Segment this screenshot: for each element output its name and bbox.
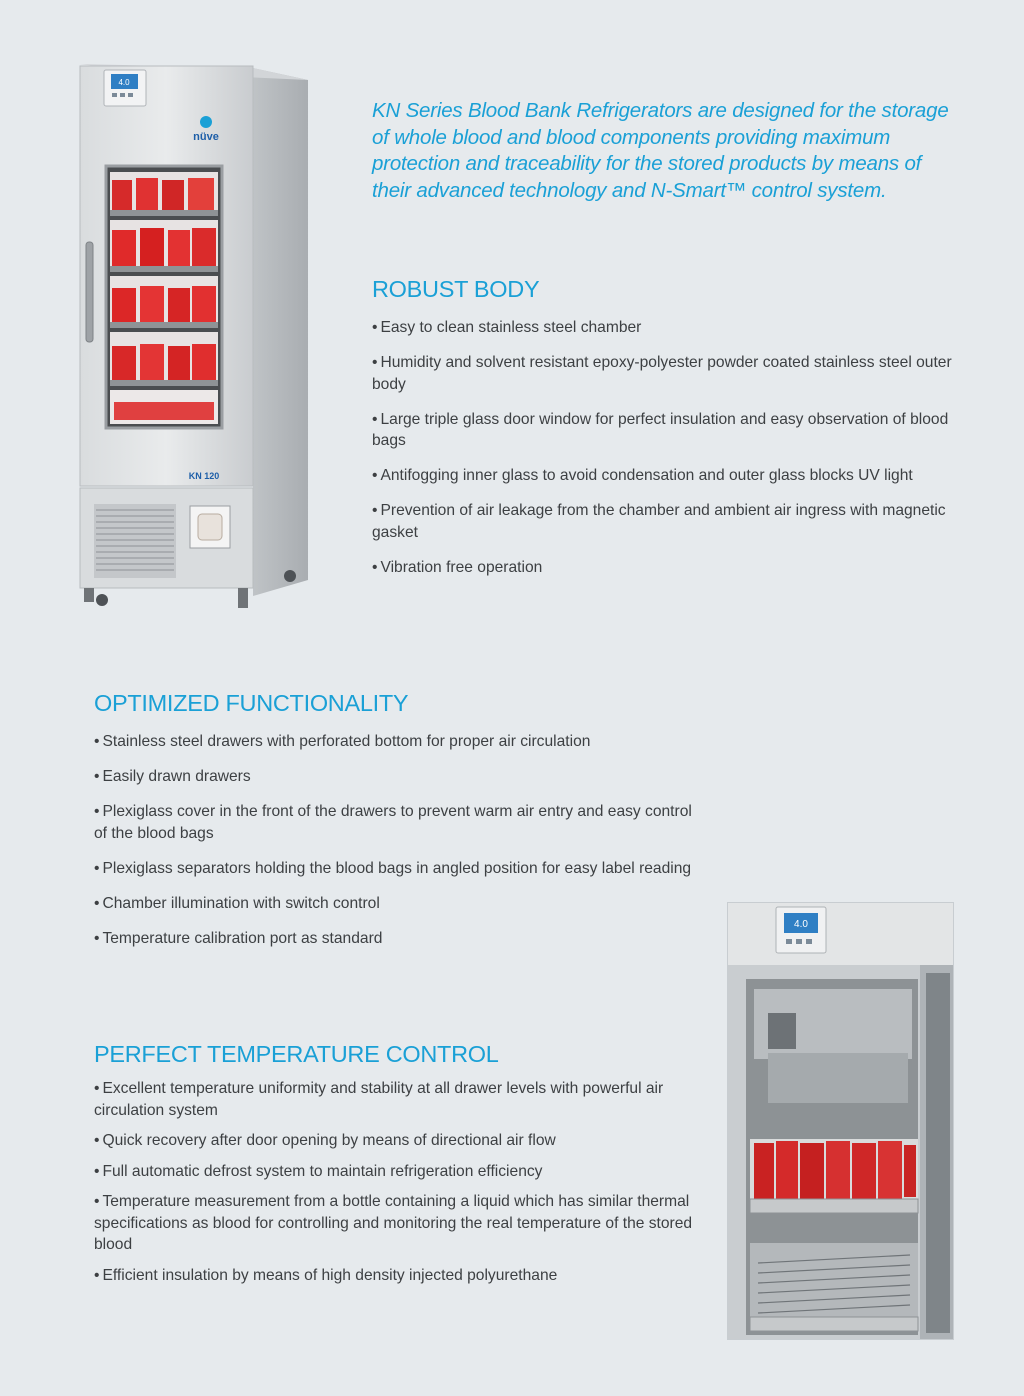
interior-display-reading: 4.0 — [794, 919, 808, 930]
list-item: • Vibration free operation — [372, 557, 962, 579]
robust-body-list — [372, 317, 962, 592]
list-item: • Temperature calibration port as standard — [94, 928, 704, 950]
temperature-control-list — [94, 1078, 704, 1300]
list-item: • Antifogging inner glass to avoid condensation and outer glass blocks UV light — [372, 465, 962, 487]
list-item: • Excellent temperature uniformity and stability at all drawer levels with powerful air circulation system — [94, 1078, 704, 1121]
refrigerator-interior-image — [727, 902, 954, 1340]
section-title-robust-body: ROBUST BODY — [372, 276, 540, 302]
brand-logo: nüve — [193, 131, 219, 143]
display-reading: 4.0 — [118, 78, 130, 87]
list-item: • Full automatic defrost system to maintain refrigeration efficiency — [94, 1161, 704, 1183]
list-item: • Easily drawn drawers — [94, 766, 704, 788]
list-item: • Stainless steel drawers with perforated bottom for proper air circulation — [94, 731, 704, 753]
list-item: • Quick recovery after door opening by means of directional air flow — [94, 1130, 704, 1152]
intro-paragraph: KN Series Blood Bank Refrigerators are designed for the storage of whole blood and blood components providing maximum protection and traceability for the stored products by means of their advanced technology and N-Smart™ control system. — [372, 99, 949, 202]
list-item: • Chamber illumination with switch control — [94, 893, 704, 915]
list-item: • Large triple glass door window for perfect insulation and easy observation of blood bags — [372, 409, 962, 452]
model-label: KN 120 — [188, 471, 220, 481]
list-item: • Prevention of air leakage from the chamber and ambient air ingress with magnetic gasket — [372, 500, 962, 543]
section-title-perfect-temperature-control: PERFECT TEMPERATURE CONTROL — [94, 1041, 499, 1067]
list-item: • Plexiglass cover in the front of the drawers to prevent warm air entry and easy control of the blood bags — [94, 801, 704, 844]
list-item: • Plexiglass separators holding the blood bags in angled position for easy label reading — [94, 858, 704, 880]
refrigerator-image — [78, 60, 308, 630]
list-item: • Temperature measurement from a bottle containing a liquid which has similar thermal specifications as blood for controlling and monitoring the real temperature of the stored blood — [94, 1191, 704, 1256]
list-item: • Easy to clean stainless steel chamber — [372, 317, 962, 339]
list-item: • Efficient insulation by means of high density injected polyurethane — [94, 1265, 704, 1287]
section-title-optimized-functionality: OPTIMIZED FUNCTIONALITY — [94, 690, 409, 716]
optimized-functionality-list — [94, 731, 704, 963]
list-item: • Humidity and solvent resistant epoxy-polyester powder coated stainless steel outer body — [372, 352, 962, 395]
